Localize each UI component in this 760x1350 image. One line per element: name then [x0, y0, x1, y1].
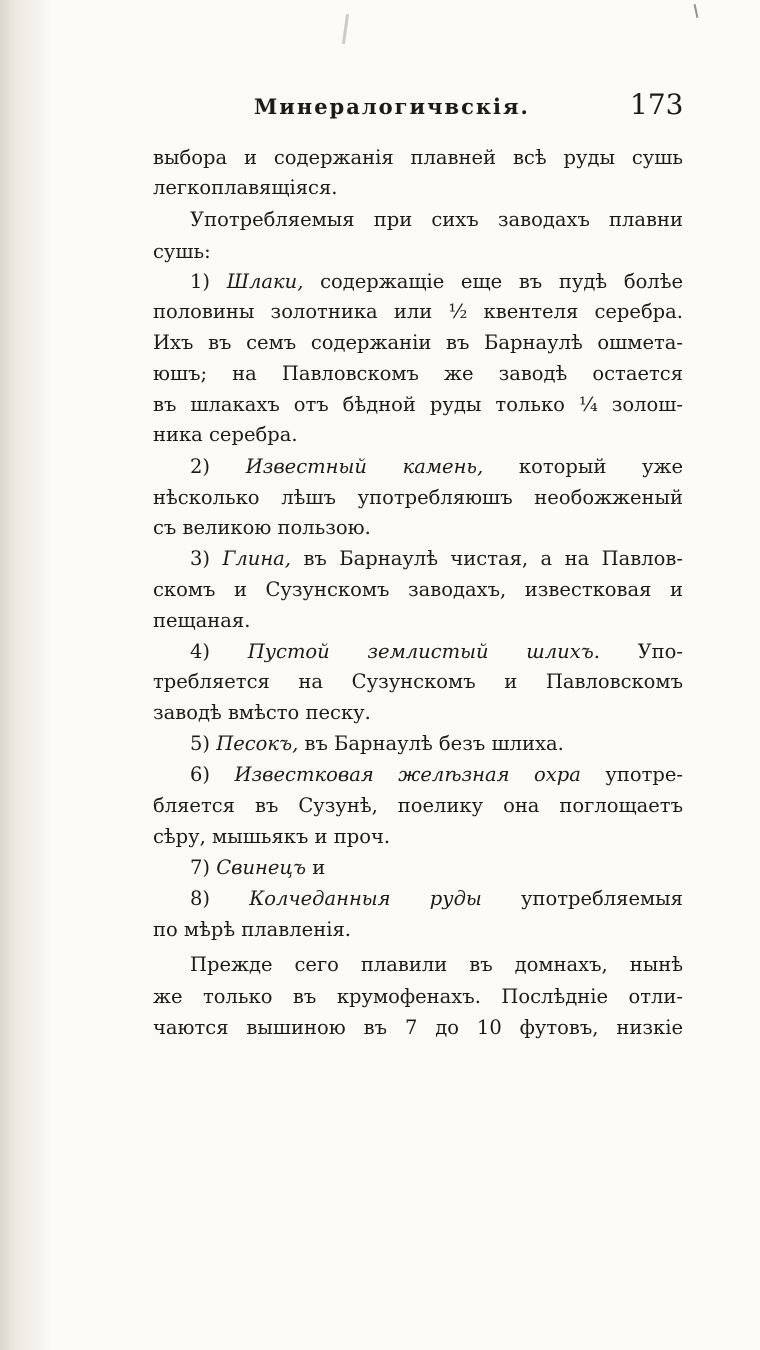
text-segment: Употребляемыя при сихъ заводахъ плавни [190, 208, 683, 231]
text-segment: по мѣрѣ плавленія. [153, 918, 351, 941]
text-segment: бляется въ Сузунѣ, поелику она поглощаетъ [153, 794, 683, 817]
text-segment: содержащіе еще въ пудѣ болѣе [303, 270, 683, 293]
text-segment: 8) [190, 887, 250, 910]
italic-term: Песокъ, [216, 732, 299, 755]
text-segment: въ Барнаулѣ безъ шлиха. [298, 732, 564, 755]
text-line [190, 270, 683, 294]
text-line [190, 455, 683, 479]
text-line [190, 208, 683, 232]
text-line [153, 985, 683, 1009]
text-segment: ника серебра. [153, 423, 298, 446]
text-line [153, 516, 683, 540]
italic-term: Глина, [222, 547, 292, 570]
text-line [153, 240, 683, 264]
page-binding-shadow [0, 0, 52, 1350]
text-line [153, 423, 683, 447]
text-segment: Ихъ въ семъ содержаніи въ Барнаулѣ ошмета- [153, 331, 683, 354]
text-line [153, 362, 683, 386]
text-line [153, 486, 683, 510]
text-line [153, 609, 683, 633]
page-number: 173 [630, 88, 684, 121]
text-segment: сѣру, мышьякъ и проч. [153, 825, 391, 848]
text-segment: пещаная. [153, 609, 251, 632]
text-line [153, 918, 683, 942]
text-segment: заводѣ вмѣсто песку. [153, 701, 371, 724]
text-line [190, 547, 683, 571]
text-segment: Прежде сего плавили въ домнахъ, нынѣ [190, 953, 683, 976]
text-segment: юшъ; на Павловскомъ же заводѣ остается [153, 362, 683, 385]
text-line [153, 578, 683, 602]
text-segment: требляется на Сузунскомъ и Павловскомъ [153, 670, 683, 693]
text-segment: который уже [483, 455, 683, 478]
text-segment: легкоплавящіяся. [153, 176, 338, 199]
text-segment: 7) [190, 856, 217, 879]
paper-mark [694, 4, 699, 18]
text-line [153, 146, 683, 170]
text-segment: употре- [580, 763, 683, 786]
text-segment: и [306, 856, 326, 879]
paper-mark [342, 14, 349, 44]
text-line [153, 331, 683, 355]
text-segment: чаются вышиною въ 7 до 10 футовъ, низкіе [153, 1016, 683, 1039]
text-segment: нѣсколько лѣшъ употребляюшъ необожженый [153, 486, 683, 509]
italic-term: Известковая желѣзная охра [234, 763, 581, 786]
text-line [190, 732, 683, 756]
text-segment: съ великою пользою. [153, 516, 371, 539]
text-segment: выбора и содержанія плавней всѣ руды сушь [153, 146, 683, 169]
text-line [153, 670, 683, 694]
italic-term: Шлаки, [226, 270, 304, 293]
text-segment: сушь: [153, 240, 211, 263]
text-segment: же только въ крумофенахъ. Послѣдніе отли- [153, 985, 683, 1008]
text-line [153, 300, 683, 324]
running-header: Минералогичвскія. [254, 94, 530, 119]
text-line [190, 953, 683, 977]
text-segment: употребляемыя [481, 887, 683, 910]
text-line [153, 176, 683, 200]
text-line [153, 825, 683, 849]
text-line [153, 701, 683, 725]
text-segment: половины золотника или ½ квентеля серебра. [153, 300, 683, 323]
italic-term: Пустой землистый шлихъ. [247, 640, 600, 663]
italic-term: Колчеданныя руды [249, 887, 482, 910]
text-segment: 5) [190, 732, 217, 755]
text-segment: 6) [190, 763, 235, 786]
text-segment: 2) [190, 455, 246, 478]
text-line [190, 887, 683, 911]
text-segment: скомъ и Сузунскомъ заводахъ, известковая и [153, 578, 683, 601]
text-segment: 3) [190, 547, 223, 570]
text-segment: 1) [190, 270, 227, 293]
text-segment: Упо- [599, 640, 683, 663]
text-line [190, 640, 683, 664]
text-line [190, 856, 683, 880]
text-line [153, 794, 683, 818]
italic-term: Известный камень, [245, 455, 484, 478]
text-line [153, 393, 683, 417]
text-segment: въ Барнаулѣ чистая, а на Павлов- [291, 547, 683, 570]
text-line [190, 763, 683, 787]
text-segment: 4) [190, 640, 248, 663]
text-segment: въ шлакахъ отъ бѣдной руды только ¼ золош- [153, 393, 683, 416]
text-line [153, 1016, 683, 1040]
italic-term: Свинецъ [216, 856, 307, 879]
